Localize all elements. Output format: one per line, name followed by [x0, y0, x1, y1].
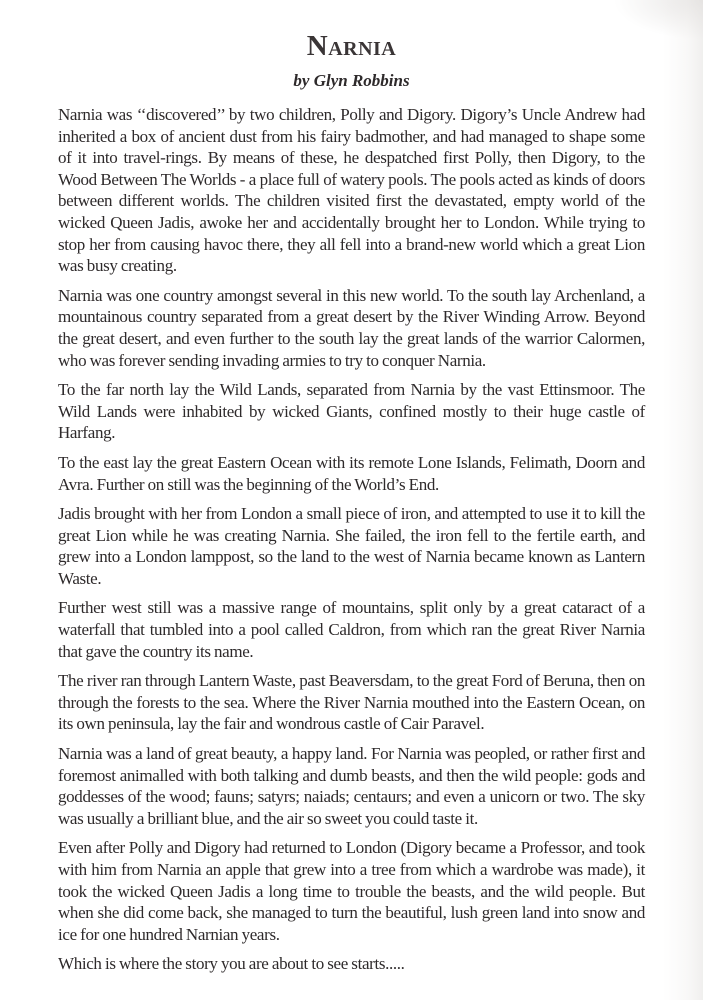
document-title: Narnia	[306, 30, 397, 62]
document-body	[58, 104, 645, 983]
page-edge-shadow	[663, 0, 703, 1000]
paragraph-discovery: Narnia was ‘‘discovered’’ by two children, Polly and Digory. Digory’s Uncle Andrew had inherited a box of ancient dust from his fairy badmother, and had managed to shape some of it into travel-rings. By means of these, he despatched first Polly, then Digory, to the Wood Between The Worlds - a place full of watery pools. The pools acted as kinds of doors between different worlds. The children visited first the devastated, empty world of the wicked Queen Jadis, awoke her and accidentally brought her to London. While trying to stop her from causing havoc there, they all fell into a brand-new world which a great Lion was busy creating.	[58, 105, 645, 276]
paragraph-closing: Which is where the story you are about to see starts.....	[58, 954, 405, 974]
paragraph-south-lands: Narnia was one country amongst several in this new world. To the south lay Archenland, a mountainous country separated from a great desert by the River Winding Arrow. Beyond the great desert, and even further to the south lay the great lands of the warrior Calormen, who was forever sending invading armies to try to conquer Narnia.	[58, 285, 645, 370]
paragraph-land-of-beauty: Narnia was a land of great beauty, a happy land. For Narnia was peopled, or rather first and foremost animalled with both talking and dumb beasts, and then the wild people: gods and goddesses of the wood; fauns; satyrs; naiads; centaurs; and even a unicorn or two. The sky was usually a brilliant blue, and the air so sweet you could taste it.	[58, 744, 645, 828]
paragraph-lantern-waste: Jadis brought with her from London a small piece of iron, and attempted to use it to kill the great Lion while he was creating Narnia. She failed, the iron fell to the fertile earth, and grew into a London lamppost, so the land to the west of Narnia became known as Lantern Waste.	[58, 504, 645, 588]
paragraph-east-ocean: To the east lay the great Eastern Ocean with its remote Lone Islands, Felimath, Doorn and Avra. Further on still was the beginning of the World’s End.	[58, 452, 645, 494]
author-byline: by Glyn Robbins	[293, 71, 410, 90]
paragraph-north-lands: To the far north lay the Wild Lands, separated from Narnia by the vast Ettinsmoor. The Wild Lands were inhabited by wicked Giants, confined mostly to their huge castle of Harfang.	[58, 380, 645, 443]
paragraph-west-mountains: Further west still was a massive range of mountains, split only by a great cataract of a waterfall that tumbled into a pool called Caldron, from which ran the great River Narnia that gave the country its name.	[58, 598, 645, 661]
paragraph-jadis-return: Even after Polly and Digory had returned to London (Digory became a Professor, and took with him from Narnia an apple that grew into a tree from which a wardrobe was made), it took the wicked Queen Jadis a long time to trouble the beasts, and the wild people. But when she did come back, she managed to turn the beautiful, lush green land into snow and ice for one hundred Narnian years.	[58, 838, 645, 944]
paragraph-river-narnia: The river ran through Lantern Waste, past Beaversdam, to the great Ford of Beruna, then on through the forests to the sea. Where the River Narnia mouthed into the Eastern Ocean, on its own peninsula, lay the fair and wondrous castle of Cair Paravel.	[58, 671, 645, 734]
